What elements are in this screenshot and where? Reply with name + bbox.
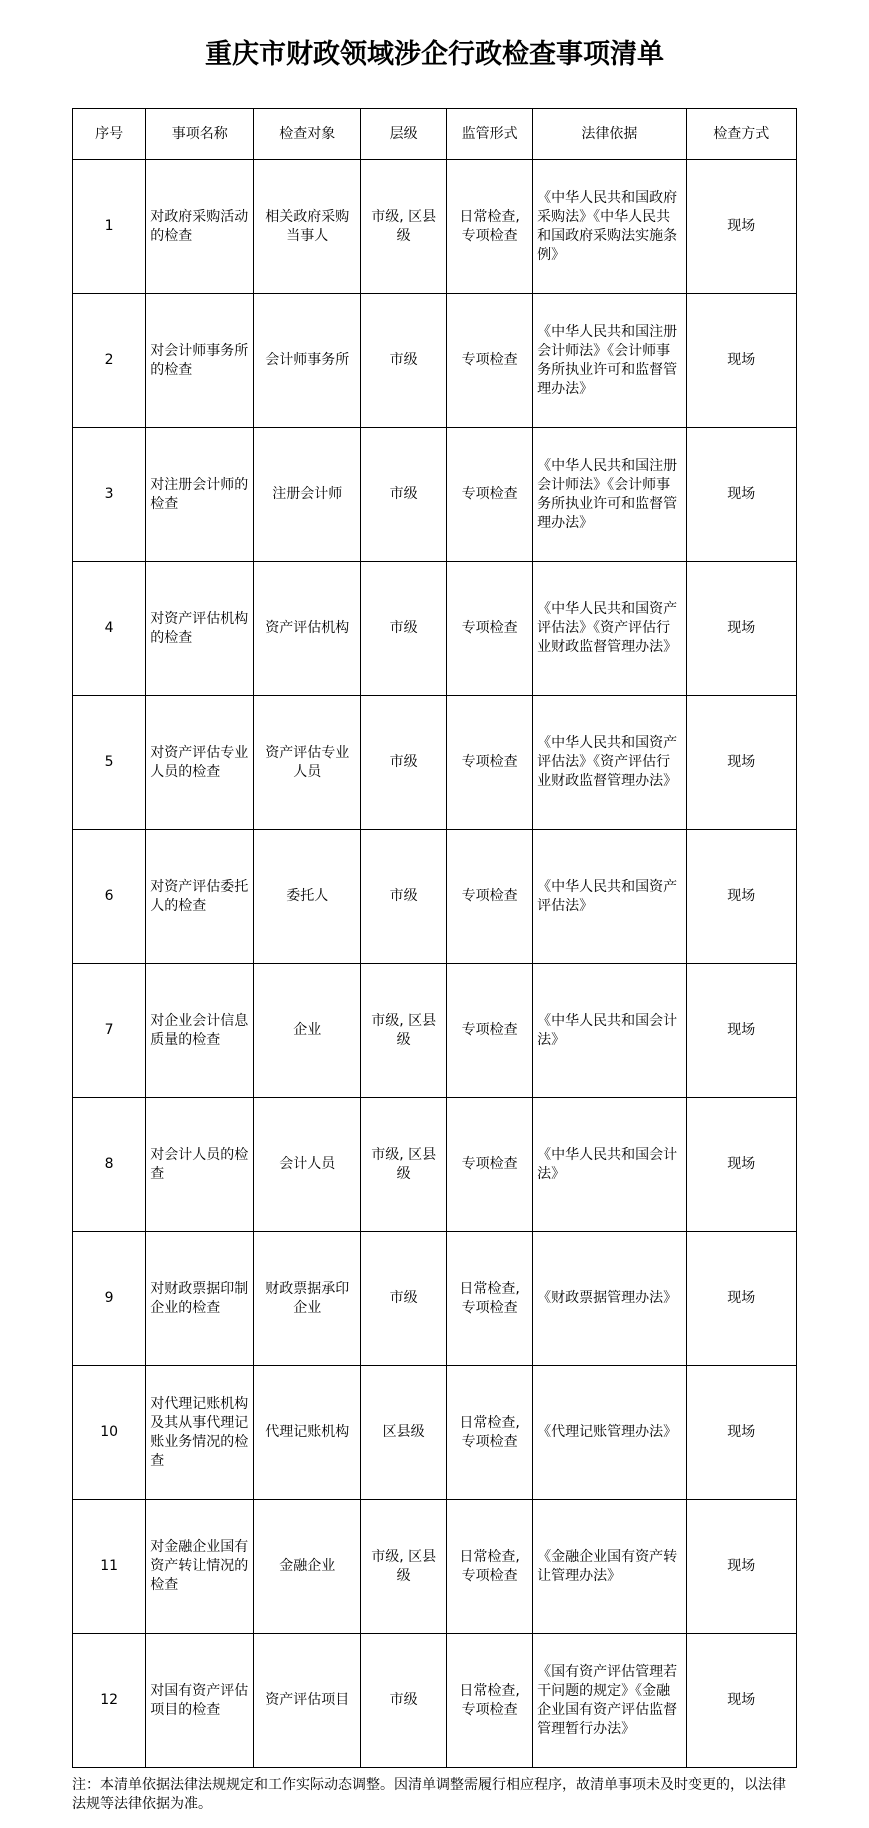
supervision-form-cell: 日常检查, 专项检查 [447,160,533,294]
table-row [73,696,797,830]
level-cell: 市级 [361,294,447,428]
item-name-cell: 对企业会计信息质量的检查 [146,964,254,1098]
table-header-row [73,109,797,160]
supervision-form-cell: 日常检查, 专项检查 [447,1634,533,1768]
row-number-cell: 7 [73,964,146,1098]
supervision-form-cell: 专项检查 [447,294,533,428]
level-cell: 市级 [361,428,447,562]
supervision-form-cell: 专项检查 [447,964,533,1098]
legal-basis-cell: 《中华人民共和国注册会计师法》《会计师事务所执业许可和监督管理办法》 [533,428,686,562]
footnote: 注：本清单依据法律法规规定和工作实际动态调整。因清单调整需履行相应程序，故清单事项未及时变更的，以法律法规等法律依据为准。 [72,1777,786,1812]
item-name-cell: 对资产评估专业人员的检查 [146,696,254,830]
inspection-target-cell: 会计师事务所 [254,294,361,428]
supervision-form-cell: 专项检查 [447,830,533,964]
item-name-cell: 对会计师事务所的检查 [146,294,254,428]
legal-basis-cell: 《代理记账管理办法》 [533,1366,686,1500]
row-number-cell: 9 [73,1232,146,1366]
level-cell: 市级 [361,696,447,830]
inspection-method-cell: 现场 [686,562,796,696]
row-number-cell: 8 [73,1098,146,1232]
inspection-method-cell: 现场 [686,428,796,562]
inspection-method-cell: 现场 [686,696,796,830]
row-number-cell: 6 [73,830,146,964]
row-number-cell: 4 [73,562,146,696]
table-row [73,428,797,562]
row-number-cell: 2 [73,294,146,428]
row-number-cell: 11 [73,1500,146,1634]
item-name-cell: 对国有资产评估项目的检查 [146,1634,254,1768]
table-row [73,562,797,696]
header-cell: 层级 [361,109,447,160]
inspection-target-cell: 资产评估专业人员 [254,696,361,830]
legal-basis-cell: 《中华人民共和国政府采购法》《中华人民共和国政府采购法实施条例》 [533,160,686,294]
legal-basis-cell: 《中华人民共和国会计法》 [533,1098,686,1232]
table-row [73,1232,797,1366]
header-cell: 检查对象 [254,109,361,160]
level-cell: 市级, 区县级 [361,964,447,1098]
inspection-method-cell: 现场 [686,830,796,964]
legal-basis-cell: 《中华人民共和国注册会计师法》《会计师事务所执业许可和监督管理办法》 [533,294,686,428]
inspection-method-cell: 现场 [686,1366,796,1500]
level-cell: 市级, 区县级 [361,1500,447,1634]
header-cell: 序号 [73,109,146,160]
supervision-form-cell: 专项检查 [447,562,533,696]
inspection-method-cell: 现场 [686,1098,796,1232]
supervision-form-cell: 专项检查 [447,1098,533,1232]
row-number-cell: 3 [73,428,146,562]
inspection-method-cell: 现场 [686,1232,796,1366]
level-cell: 市级, 区县级 [361,160,447,294]
table-row [73,830,797,964]
header-cell: 法律依据 [533,109,686,160]
inspection-target-cell: 金融企业 [254,1500,361,1634]
table-row [73,160,797,294]
level-cell: 市级 [361,1232,447,1366]
row-number-cell: 5 [73,696,146,830]
row-number-cell: 10 [73,1366,146,1500]
inspection-method-cell: 现场 [686,160,796,294]
table-row [73,1098,797,1232]
inspection-target-cell: 财政票据承印企业 [254,1232,361,1366]
supervision-form-cell: 日常检查, 专项检查 [447,1232,533,1366]
header-cell: 事项名称 [146,109,254,160]
inspection-target-cell: 企业 [254,964,361,1098]
item-name-cell: 对政府采购活动的检查 [146,160,254,294]
row-number-cell: 12 [73,1634,146,1768]
legal-basis-cell: 《财政票据管理办法》 [533,1232,686,1366]
item-name-cell: 对会计人员的检查 [146,1098,254,1232]
inspection-target-cell: 资产评估机构 [254,562,361,696]
level-cell: 市级 [361,562,447,696]
inspection-target-cell: 代理记账机构 [254,1366,361,1500]
level-cell: 区县级 [361,1366,447,1500]
item-name-cell: 对财政票据印制企业的检查 [146,1232,254,1366]
inspection-target-cell: 会计人员 [254,1098,361,1232]
inspection-target-cell: 委托人 [254,830,361,964]
inspection-method-cell: 现场 [686,1500,796,1634]
supervision-form-cell: 日常检查, 专项检查 [447,1500,533,1634]
legal-basis-cell: 《中华人民共和国资产评估法》 [533,830,686,964]
level-cell: 市级 [361,830,447,964]
legal-basis-cell: 《中华人民共和国资产评估法》《资产评估行业财政监督管理办法》 [533,696,686,830]
item-name-cell: 对注册会计师的检查 [146,428,254,562]
table-row [73,1366,797,1500]
inspection-items-table [72,108,797,1768]
legal-basis-cell: 《中华人民共和国会计法》 [533,964,686,1098]
item-name-cell: 对资产评估机构的检查 [146,562,254,696]
inspection-method-cell: 现场 [686,1634,796,1768]
inspection-target-cell: 注册会计师 [254,428,361,562]
level-cell: 市级 [361,1634,447,1768]
inspection-method-cell: 现场 [686,964,796,1098]
row-number-cell: 1 [73,160,146,294]
inspection-method-cell: 现场 [686,294,796,428]
item-name-cell: 对资产评估委托人的检查 [146,830,254,964]
table-row [73,964,797,1098]
table-row [73,1500,797,1634]
supervision-form-cell: 日常检查, 专项检查 [447,1366,533,1500]
supervision-form-cell: 专项检查 [447,428,533,562]
supervision-form-cell: 专项检查 [447,696,533,830]
page-title: 重庆市财政领域涉企行政检查事项清单 [205,39,664,70]
header-cell: 检查方式 [686,109,796,160]
header-cell: 监管形式 [447,109,533,160]
level-cell: 市级, 区县级 [361,1098,447,1232]
legal-basis-cell: 《中华人民共和国资产评估法》《资产评估行业财政监督管理办法》 [533,562,686,696]
legal-basis-cell: 《国有资产评估管理若干问题的规定》《金融企业国有资产评估监督管理暂行办法》 [533,1634,686,1768]
inspection-target-cell: 相关政府采购当事人 [254,160,361,294]
item-name-cell: 对代理记账机构及其从事代理记账业务情况的检查 [146,1366,254,1500]
item-name-cell: 对金融企业国有资产转让情况的检查 [146,1500,254,1634]
inspection-target-cell: 资产评估项目 [254,1634,361,1768]
legal-basis-cell: 《金融企业国有资产转让管理办法》 [533,1500,686,1634]
table-row [73,1634,797,1768]
table-row [73,294,797,428]
